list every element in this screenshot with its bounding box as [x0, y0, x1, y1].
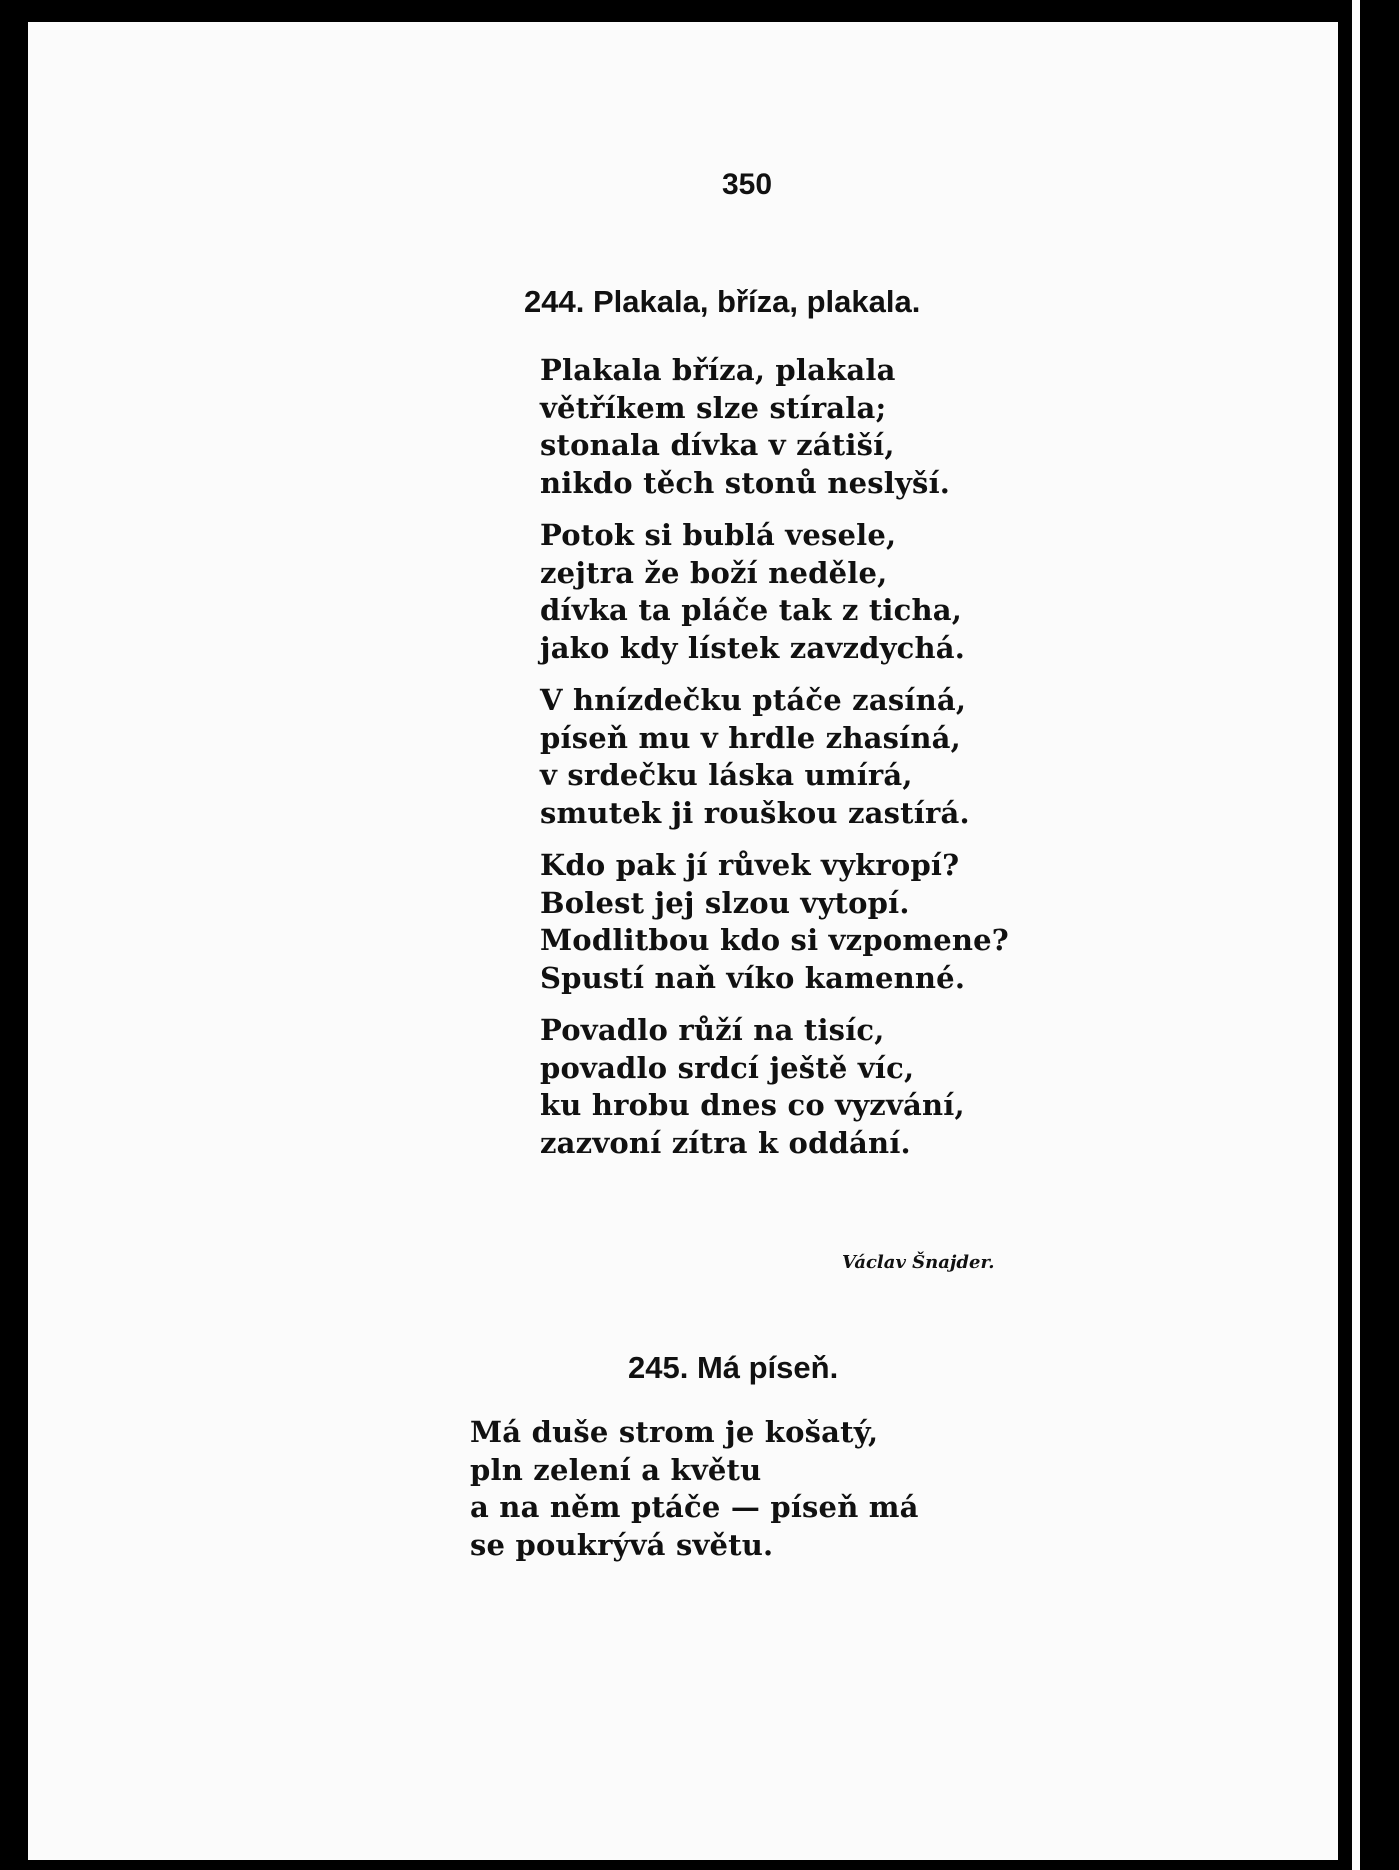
- stanza: [540, 1012, 1009, 1162]
- poem-line: dívka ta pláče tak z ticha,: [540, 593, 963, 627]
- scan-border-right: [1338, 0, 1399, 1870]
- poem-line: Kdo pak jí růvek vykropí?: [540, 848, 960, 882]
- stanza: [540, 352, 1009, 502]
- poem-line: se poukrývá světu.: [470, 1527, 774, 1562]
- poem-line: zazvoní zítra k oddání.: [540, 1125, 911, 1160]
- stanza: [540, 847, 1009, 997]
- poem-line: povadlo srdcí ještě víc,: [540, 1050, 915, 1085]
- poem-line: nikdo těch stonů neslyší.: [540, 465, 951, 500]
- poem-line: ku hrobu dnes co vyzvání,: [540, 1088, 965, 1122]
- poem-line: Potok si bublá vesele,: [540, 518, 897, 552]
- poem-line: v srdečku láska umírá,: [540, 758, 913, 792]
- stanza: [540, 517, 1009, 667]
- poem-244-author: Václav Šnajder.: [842, 1252, 995, 1273]
- poem-line: Bolest jej slzou vytopí.: [540, 885, 910, 920]
- poem-line: smutek ji rouškou zastírá.: [540, 795, 970, 830]
- poem-line: V hnízdečku ptáče zasíná,: [540, 683, 967, 717]
- page-number: 350: [722, 168, 773, 201]
- poem-line: pln zelení a květu: [470, 1452, 762, 1487]
- poem-line: zejtra že boží neděle,: [540, 555, 888, 590]
- poem-line: jako kdy lístek zavzdychá.: [540, 630, 966, 665]
- poem-244-body: [540, 352, 1009, 1177]
- poem-line: větříkem slze stírala;: [540, 390, 887, 425]
- poem-line: a na něm ptáče — píseň má: [470, 1490, 919, 1524]
- stanza: [540, 682, 1009, 832]
- stanza: [470, 1414, 919, 1564]
- poem-line: Spustí naň víko kamenné.: [540, 960, 966, 995]
- poem-line: Povadlo růží na tisíc,: [540, 1013, 885, 1047]
- poem-245-body: [470, 1414, 919, 1579]
- poem-245-title: 245. Má píseň.: [628, 1350, 839, 1385]
- poem-line: Má duše strom je košatý,: [470, 1415, 879, 1449]
- poem-line: píseň mu v hrdle zhasíná,: [540, 720, 961, 755]
- poem-line: stonala dívka v zátiší,: [540, 428, 895, 462]
- poem-line: Modlitbou kdo si vzpomene?: [540, 923, 1010, 957]
- poem-line: Plakala bříza, plakala: [540, 353, 896, 387]
- scan-edge-line: [1352, 0, 1360, 1870]
- poem-244-title: 244. Plakala, bříza, plakala.: [524, 284, 921, 319]
